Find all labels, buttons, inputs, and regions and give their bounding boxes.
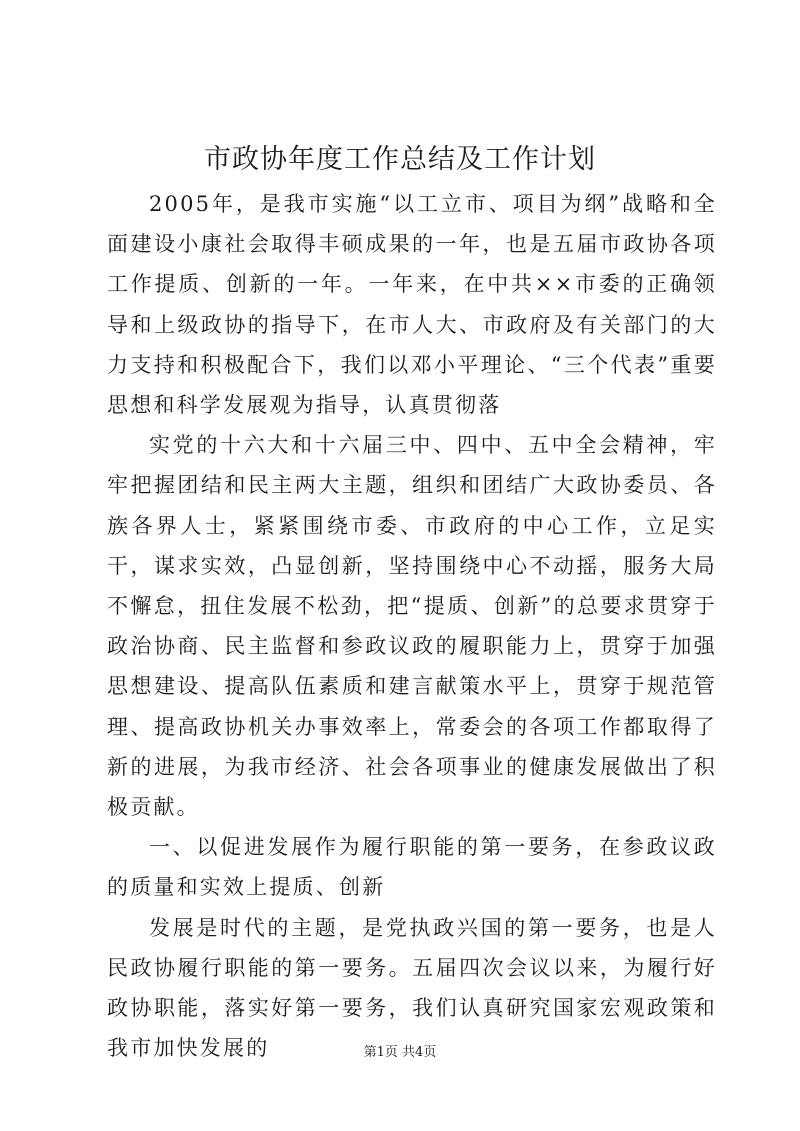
paragraph-development: 发展是时代的主题，是党执政兴国的第一要务，也是人民政协履行职能的第一要务。五届四次会议以来，为履行好政协职能，落实好第一要务，我们认真研究国家宏观政策和我市加快发展的 xyxy=(107,915,717,1061)
section-heading-1: 一、以促进发展作为履行职能的第一要务，在参政议政的质量和实效上提质、创新 xyxy=(107,835,717,900)
document-body xyxy=(107,184,717,1068)
paragraph-intro: 2005年，是我市实施“以工立市、项目为纲”战略和全面建设小康社会取得丰硕成果的一年，也是五届市政协各项工作提质、创新的一年。一年来，在中共××市委的正确领导和上级政协的指导下，在市人大、市政府及有关部门的大力支持和积极配合下，我们以邓小平理论、“三个代表”重要思想和科学发展观为指导，认真贯彻落 xyxy=(107,192,717,418)
paragraph-implementation: 实党的十六大和十六届三中、四中、五中全会精神，牢牢把握团结和民主两大主题，组织和团结广大政协委员、各族各界人士，紧紧围绕市委、市政府的中心工作，立足实干，谋求实效，凸显创新，坚持围绕中心不动摇，服务大局不懈怠，扭住发展不松劲，把“提质、创新”的总要求贯穿于政治协商、民主监督和参政议政的履职能力上，贯穿于加强思想建设、提高队伍素质和建言献策水平上，贯穿于规范管理、提高政协机关办事效率上，常委会的各项工作都取得了新的进展，为我市经济、社会各项事业的健康发展做出了积极贡献。 xyxy=(107,433,717,820)
page-footer: 第1页 共4页 xyxy=(363,1045,437,1060)
document-title: 市政协年度工作总结及工作计划 xyxy=(204,144,596,175)
